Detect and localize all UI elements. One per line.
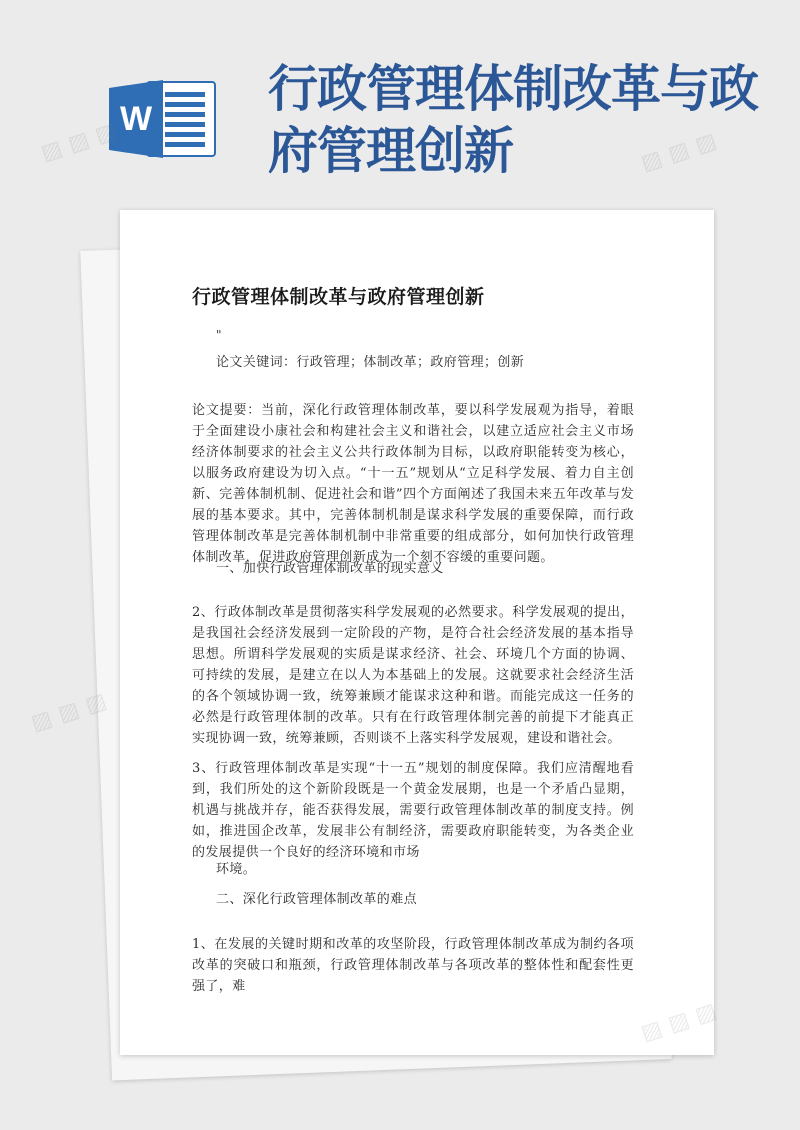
abstract-paragraph: 论文提要：当前，深化行政管理体制改革，要以科学发展观为指导，着眼于全面建设小康社会和构建社会主义和谐社会，以建立适应社会主义市场经济体制要求的社会主义公共行政体制为目标，以政府职能转变为核心，以服务政府建设为切入点。“十一五”规划从“立足科学发展、着力自主创新、完善体制机制、促进社会和谐”四个方面阐述了我国未来五年改革与发展的基本要求。其中，完善体制机制是谋求科学发展的重要保障，而行政管理体制改革是完善体制机制中非常重要的组成部分，如何加快行政管理体制改革，促进政府管理创新成为一个刻不容缓的重要问题。 bbox=[192, 403, 634, 565]
document-title: 行政管理体制改革与政府管理创新 bbox=[192, 286, 485, 308]
section-heading-1: 一、加快行政管理体制改革的现实意义 bbox=[216, 561, 444, 576]
paragraph-2: 2、行政体制改革是贯彻落实科学发展观的必然要求。科学发展观的提出，是我国社会经济发展到一定阶段的产物，是符合社会经济发展的基本指导思想。所谓科学发展观的实质是谋求经济、社会、环境几个方面的协调、可持续的发展，是建立在以人为本基础上的发展。这就要求社会经济生活的各个领域协调一致，统筹兼顾才能谋求这种和谐。而能完成这一任务的必然是行政管理体制的改革。只有在行政管理体制完善的前提下才能真正实现协调一致，统筹兼顾，否则谈不上落实科学发展观，建设和谐社会。 bbox=[192, 605, 634, 746]
header-title: 行政管理体制改革与政府管理创新 bbox=[268, 60, 758, 180]
quote-mark: " bbox=[216, 328, 222, 342]
watermark: ▨ ▨ ▨ bbox=[38, 118, 120, 167]
logo-letter: W bbox=[119, 100, 153, 138]
watermark: ▨ ▨ ▨ bbox=[28, 688, 110, 737]
watermark: ▨ ▨ ▨ bbox=[638, 128, 720, 177]
document-page bbox=[120, 210, 714, 1055]
keywords-line: 论文关键词：行政管理；体制改革；政府管理；创新 bbox=[216, 355, 525, 370]
paragraph-4: 1、在发展的关键时期和改革的攻坚阶段，行政管理体制改革成为制约各项改革的突破口和瓶颈，行政管理体制改革与各项改革的整体性和配套性更强了，难 bbox=[192, 937, 634, 994]
paragraph-3: 3、行政管理体制改革是实现“十一五”规划的制度保障。我们应清醒地看到，我们所处的这个新阶段既是一个黄金发展期，也是一个矛盾凸显期，机遇与挑战并存，能否获得发展，需要行政管理体制改革的制度支持。例如，推进国企改革，发展非公有制经济，需要政府职能转变，为各类企业的发展提供一个良好的经济环境和市场 bbox=[192, 761, 634, 860]
section-heading-2: 二、深化行政管理体制改革的难点 bbox=[216, 892, 418, 907]
word-logo-icon bbox=[107, 78, 217, 160]
paragraph-3-tail: 环境。 bbox=[216, 862, 257, 877]
